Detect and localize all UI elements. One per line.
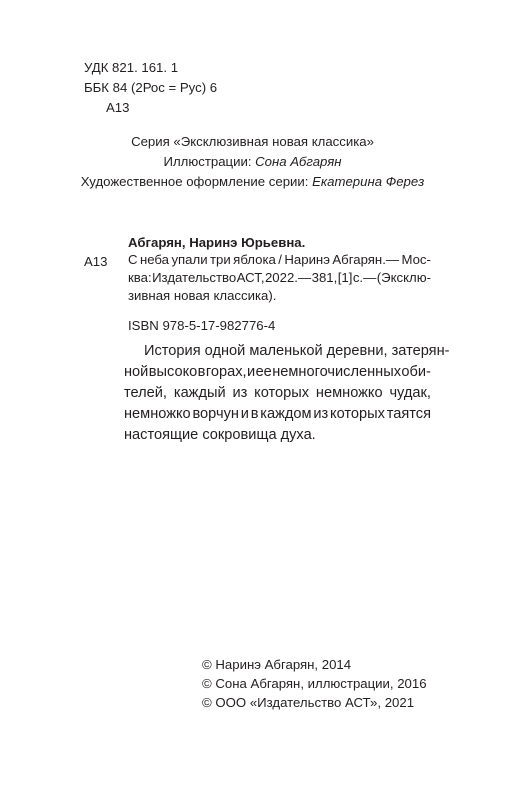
series-title: Серия «Эксклюзивная новая классика» xyxy=(131,134,374,149)
word: яблока xyxy=(233,252,276,267)
word: телей, xyxy=(124,385,167,401)
word: три xyxy=(210,252,231,267)
word: с.— xyxy=(352,270,377,285)
copyright-line: © Наринэ Абгарян, 2014 xyxy=(202,657,352,672)
word: ква: xyxy=(128,270,152,285)
word: и xyxy=(246,364,256,380)
copyright-line: © Сона Абгарян, иллюстрации, 2016 xyxy=(202,676,427,691)
word: горах, xyxy=(205,364,247,380)
annotation-line xyxy=(124,405,431,423)
annotation-first-line: История одной маленькой деревни, затерян- xyxy=(144,343,450,359)
word: каждом xyxy=(260,406,312,422)
annotation-line xyxy=(124,363,431,381)
illustrations-label: Иллюстрации: xyxy=(163,154,256,169)
word: ной xyxy=(124,364,149,380)
udk-code: УДК 821. 161. 1 xyxy=(84,60,179,75)
copyright-line: © ООО «Издательство АСТ», 2021 xyxy=(202,695,415,710)
bbk-code: ББК 84 (2Рос = Рус) 6 xyxy=(84,80,218,95)
illustrations-credit xyxy=(0,154,505,169)
record-author-mark: А13 xyxy=(84,254,108,269)
word: оби- xyxy=(401,364,431,380)
description-last-line: зивная новая классика). xyxy=(128,288,277,303)
word: немножко xyxy=(124,406,191,422)
design-name: Екатерина Ферез xyxy=(312,174,425,189)
design-label: Художественное оформление серии: xyxy=(80,174,313,189)
word: неба xyxy=(139,252,170,267)
word: АСТ, xyxy=(236,270,265,285)
word: Издательство xyxy=(152,270,237,285)
author-mark: А13 xyxy=(106,100,130,115)
word: / xyxy=(278,252,282,267)
word: ворчун xyxy=(192,406,239,422)
word: в xyxy=(197,364,206,380)
word: из xyxy=(232,385,248,401)
word: и xyxy=(240,406,249,422)
author-heading: Абгарян, Наринэ Юрьевна. xyxy=(128,235,306,250)
word: которых xyxy=(254,385,310,401)
word: высоко xyxy=(148,364,198,380)
word: Абгарян.— xyxy=(332,252,400,267)
word: 2022.— xyxy=(264,270,312,285)
description-line xyxy=(128,252,431,267)
word: каждый xyxy=(173,385,226,401)
word: С xyxy=(128,252,138,267)
word: Мос- xyxy=(401,252,431,267)
word: таятся xyxy=(386,406,431,422)
word: ее xyxy=(255,364,272,380)
design-credit xyxy=(0,174,505,189)
isbn: ISBN 978-5-17-982776-4 xyxy=(128,318,276,333)
annotation-last-line: настоящие сокровища духа. xyxy=(124,427,316,443)
word: (Эксклю- xyxy=(376,270,431,285)
word: чудак, xyxy=(389,385,431,401)
description-line xyxy=(128,270,431,285)
word: немногочисленных xyxy=(272,364,401,380)
word: Наринэ xyxy=(284,252,330,267)
annotation-line xyxy=(124,384,431,402)
word: 381, xyxy=(311,270,338,285)
word: в xyxy=(250,406,259,422)
word: немножко xyxy=(315,385,383,401)
word: упали xyxy=(171,252,208,267)
word: которых xyxy=(330,406,385,422)
illustrations-name: Сона Абгарян xyxy=(255,154,342,169)
word: [1] xyxy=(337,270,353,285)
word: из xyxy=(313,406,329,422)
